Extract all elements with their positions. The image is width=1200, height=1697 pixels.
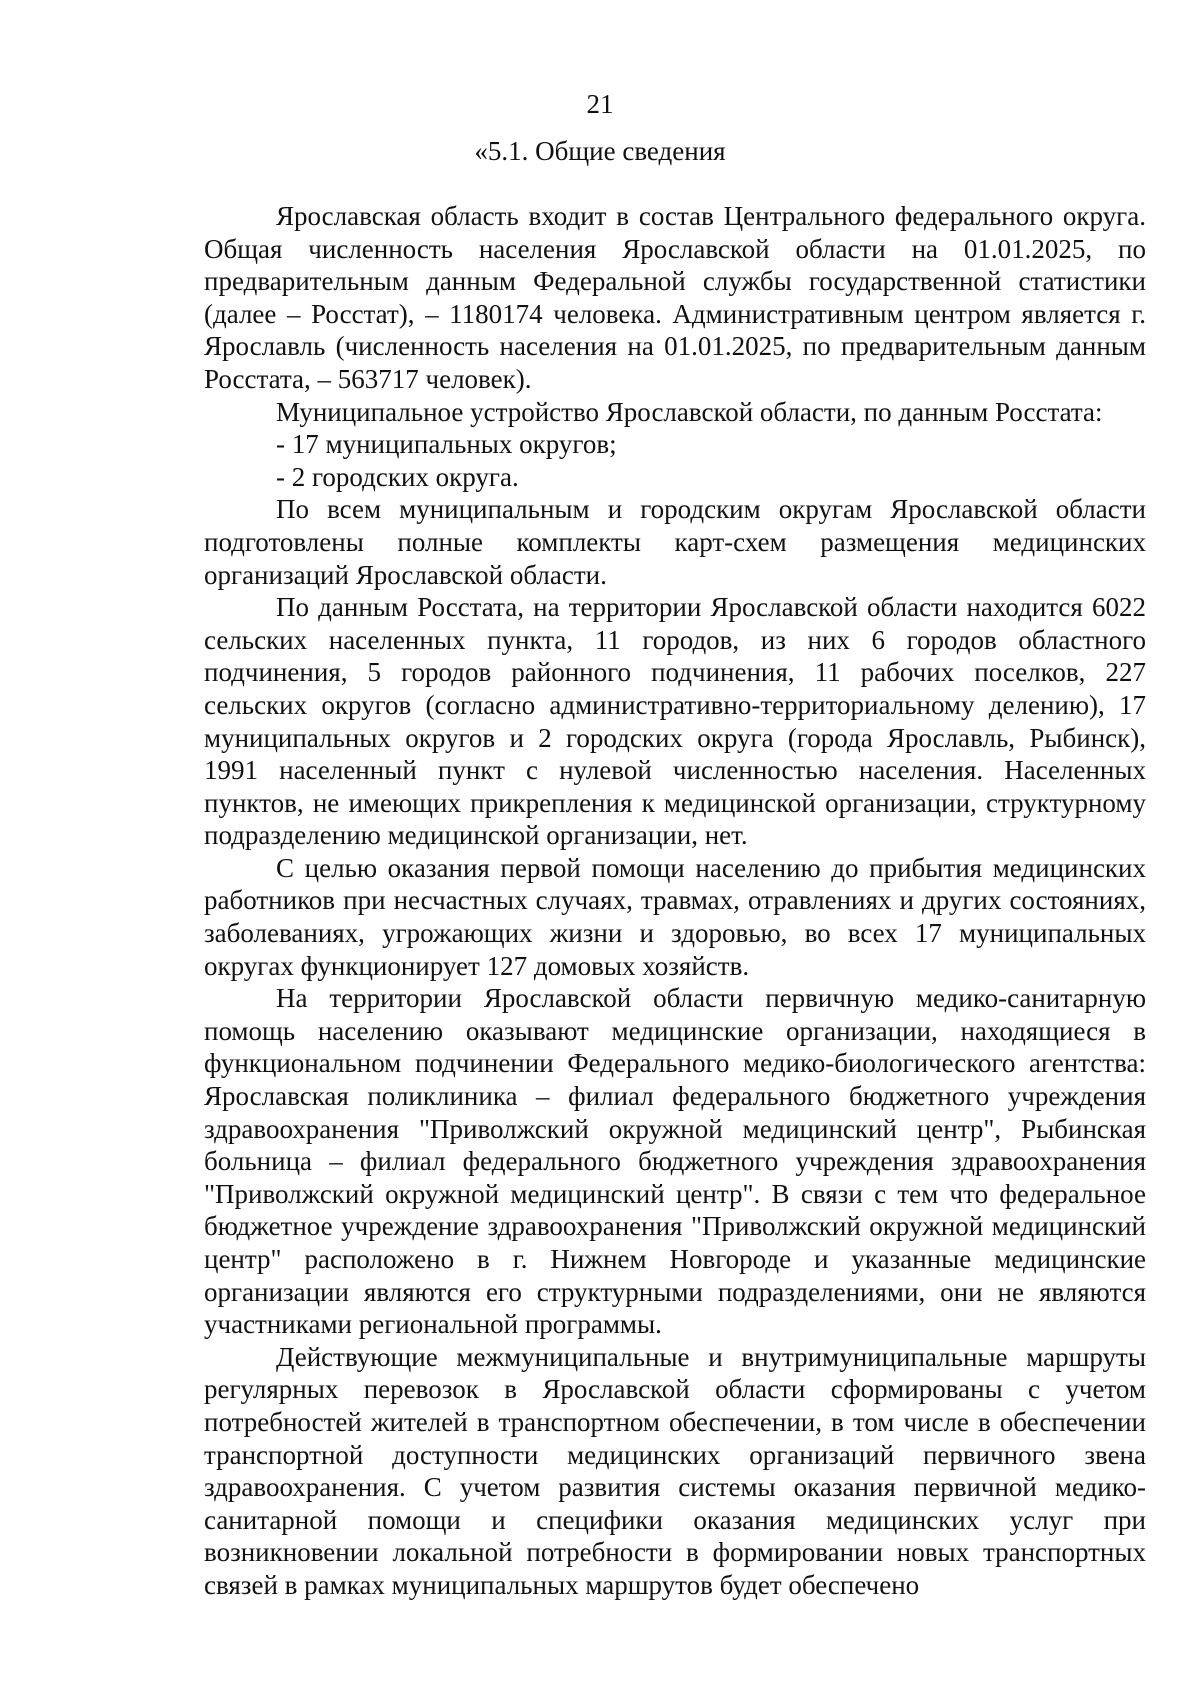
paragraph-first-aid: С целью оказания первой помощи населению до прибытия медицинских работников при несчастных случаях, травмах, отравлениях и других состояниях, заболеваниях, угрожающих жизни и здоровью, во всех 17 муниципальных округах функционирует 127 домовых хозяйств.: [204, 852, 1146, 981]
paragraph-settlements: По данным Росстата, на территории Ярославской области находится 6022 сельских населенных пункта, 11 городов, из них 6 городов областного подчинения, 5 городов районного подчинения, 11 рабочих поселков, 227 сельских округов (согласно административно-территориальному делению), 17 муниципальных округов и 2 городских округа (города Ярославль, Рыбинск), 1991 населенный пункт с нулевой численностью населения. Населенных пунктов, не имеющих прикрепления к медицинской организации, структурному подразделению медицинской организации, нет.: [204, 592, 1146, 851]
list-item-city-districts: - 2 городских округа.: [276, 461, 519, 492]
page-number: 21: [586, 89, 614, 119]
paragraph-general-info: Ярославская область входит в состав Центрального федерального округа. Общая численность населения Ярославской области на 01.01.2025, по предварительным данным Федеральной службы государственной статистики (далее – Росстат), – 1180174 человека. Административным центром является г. Ярославль (численность населения на 01.01.2025, по предварительным данным Росстата, – 563717 человек).: [204, 201, 1146, 394]
list-item-municipal-districts: - 17 муниципальных округов;: [276, 429, 617, 460]
paragraph-municipal-structure: Муниципальное устройство Ярославской области, по данным Росстата:: [276, 396, 1103, 427]
body-text: [204, 200, 1146, 1602]
paragraph-primary-care: На территории Ярославской области первичную медико-санитарную помощь населению оказывают медицинские организации, находящиеся в функциональном подчинении Федерального медико-биологического агентства: Ярославская поликлиника – филиал федерального бюджетного учреждения здравоохранения "Приволжский окружной медицинский центр", Рыбинская больница – филиал федерального бюджетного учреждения здравоохранения "Приволжский окружной медицинский центр". В связи с тем что федеральное бюджетное учреждение здравоохранения "Приволжский окружной медицинский центр" расположено в г. Нижнем Новгороде и указанные медицинские организации являются его структурными подразделениями, они не являются участниками региональной программы.: [204, 983, 1146, 1340]
paragraph-map-schemes: По всем муниципальным и городским округам Ярославской области подготовлены полные комплекты карт-схем размещения медицинских организаций Ярославской области.: [204, 494, 1146, 590]
section-title: «5.1. Общие сведения: [474, 136, 726, 166]
paragraph-transport-routes: Действующие межмуниципальные и внутримуниципальные маршруты регулярных перевозок в Ярославской области сформированы с учетом потребностей жителей в транспортном обеспечении, в том числе в обеспечении транспортной доступности медицинских организаций первичного звена здравоохранения. С учетом развития системы оказания первичной медико-санитарной помощи и специфики оказания медицинских услуг при возникновении локальной потребности в формировании новых транспортных связей в рамках муниципальных маршрутов будет обеспечено: [204, 1341, 1146, 1600]
